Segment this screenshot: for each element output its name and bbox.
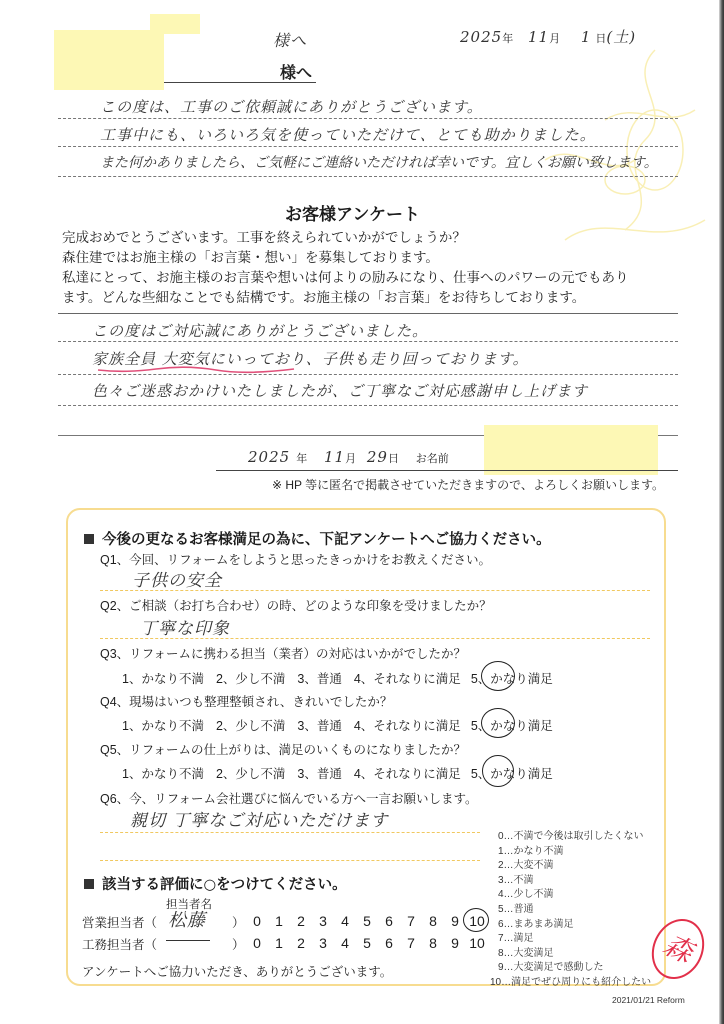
legend-item: 6…まあまあ満足	[498, 918, 574, 930]
answer-rule	[100, 590, 650, 591]
redacted-recipient-extra	[150, 14, 200, 34]
rating-legend	[490, 830, 652, 991]
comment-line-3: 色々ご迷惑おかけいたしましたが、ご丁寧なご対応感謝申し上げます	[92, 382, 589, 400]
recipient-printed-suffix: 様へ	[280, 63, 313, 82]
recipient-handwritten-suffix: 様へ	[273, 31, 308, 50]
letter-date: 2025年 11月 1 日(土)	[460, 28, 637, 46]
scan-edge	[719, 0, 724, 1024]
legend-item: 8…大変満足	[498, 947, 554, 959]
q3-options: 1、かなり不満 2、少し不満 3、普通 4、それなりに満足 5、かなり満足	[122, 672, 553, 686]
recipient-underline	[164, 82, 316, 83]
q6-question: Q6、今、リフォーム会社選びに悩んでいる方へ一言お願いします。	[100, 792, 478, 806]
intro-line-1: 完成おめでとうございます。工事を終えられていかがでしょうか？	[62, 230, 466, 245]
comment-date: 2025 年 11月 29日 お名前	[248, 448, 449, 466]
construction-close-paren: ）	[232, 938, 245, 952]
answer-rule	[100, 832, 480, 833]
message-line-2: 工事中にも、いろいろ気を使っていただけて、とても助かりました。	[100, 126, 596, 144]
q5-options: 1、かなり不満 2、少し不満 3、普通 4、それなりに満足 5、かなり満足	[122, 767, 553, 781]
legend-item: 0…不満で今後は取引したくない	[498, 831, 644, 842]
name-label: お名前	[415, 452, 449, 465]
q3-question: Q3、リフォームに携わる担当（業者）の対応はいかがでしたか？	[100, 647, 467, 661]
comment-line-1: この度はご対応誠にありがとうございました。	[92, 322, 429, 340]
q2-answer: 丁寧な印象	[140, 619, 230, 639]
divider	[58, 146, 678, 147]
rating-heading: 該当する評価に○をつけてください。	[84, 873, 347, 894]
questionnaire-heading: 今後の更なるお客様満足の為に、下記アンケートへご協力ください。	[84, 528, 551, 549]
survey-title: お客様アンケート	[285, 205, 420, 225]
square-bullet-icon	[84, 879, 94, 889]
q3-selected-circle	[481, 661, 515, 691]
intro-line-3: 私達にとって、お施主様のお言葉や想いは何よりの励みになり、仕事へのパワーの元でもあり	[62, 270, 629, 285]
message-line-3: また何かありましたら、ご気軽にご連絡いただければ幸いです。宜しくお願い致します。	[100, 155, 658, 171]
legend-item: 4…少し不満	[498, 889, 554, 901]
redacted-customer-name	[484, 425, 658, 475]
divider	[58, 341, 678, 342]
sales-rating-scale: 0 1 2 3 4 5 6 7 8 9 10	[253, 913, 485, 929]
hanko-stamp-icon: 森	[642, 910, 714, 987]
construction-staff-label: 工務担当者（	[82, 938, 158, 952]
form-version: 2021/01/21 Reform	[612, 995, 685, 1005]
q4-options: 1、かなり不満 2、少し不満 3、普通 4、それなりに満足 5、かなり満足	[122, 719, 553, 733]
square-bullet-icon	[84, 534, 94, 544]
q1-question: Q1、今回、リフォームをしようと思ったきっかけをお教えください。	[100, 553, 492, 567]
thanks-text: アンケートへご協力いただき、ありがとうございます。	[82, 965, 393, 979]
pink-underline	[96, 366, 296, 374]
staff-name-header: 担当者名	[166, 899, 212, 911]
q2-question: Q2、ご相談（お打ち合わせ）の時、どのような印象を受けましたか？	[100, 599, 492, 613]
q5-question: Q5、リフォームの仕上がりは、満足のいくものになりましたか？	[100, 743, 467, 757]
q6-answer: 親切 丁寧なご対応いただけます	[130, 811, 389, 831]
divider	[58, 405, 678, 406]
divider	[58, 118, 678, 119]
comment-line-2: 家族全員 大変気にいっており、子供も走り回っております。	[92, 350, 529, 368]
legend-item: 9…大変満足で感動した	[498, 962, 604, 974]
anonymity-note: ※ HP 等に匿名で掲載させていただきますので、よろしくお願いします。	[272, 478, 664, 492]
legend-item: 2…大変不満	[498, 860, 554, 872]
legend-item: 7…満足	[498, 933, 534, 945]
sales-selected-circle	[463, 908, 489, 932]
q4-question: Q4、現場はいつも整理整頓され、きれいでしたか？	[100, 695, 393, 709]
divider	[58, 374, 678, 375]
construction-rating-scale: 0 1 2 3 4 5 6 7 8 9 10	[253, 935, 485, 951]
intro-line-2: 森住建ではお施主様の「お言葉・想い」を募集しております。	[62, 250, 439, 265]
legend-item: 5…普通	[498, 903, 534, 915]
sales-close-paren: ）	[232, 916, 245, 930]
q5-selected-circle	[482, 755, 514, 787]
redacted-recipient-name	[54, 30, 164, 90]
sales-staff-label: 営業担当者（	[82, 916, 158, 930]
message-line-1: この度は、工事のご依頼誠にありがとうございます。	[100, 98, 483, 116]
legend-item: 1…かなり不満	[498, 845, 564, 857]
answer-rule	[100, 860, 480, 861]
divider	[58, 176, 678, 177]
signature-rule	[216, 470, 678, 471]
legend-item: 10…満足でぜひ周りにも紹介したい	[490, 976, 652, 988]
construction-staff-name-dash	[166, 940, 210, 941]
q1-answer: 子供の安全	[132, 571, 222, 591]
comment-top-rule	[58, 313, 678, 314]
legend-item: 3…不満	[498, 874, 534, 886]
sales-staff-name: 松藤	[168, 910, 206, 931]
answer-rule	[100, 638, 650, 639]
q4-selected-circle	[481, 708, 515, 738]
intro-line-4: ます。どんな些細なことでも結構です。お施主様の「お言葉」をお待ちしております。	[62, 290, 586, 305]
